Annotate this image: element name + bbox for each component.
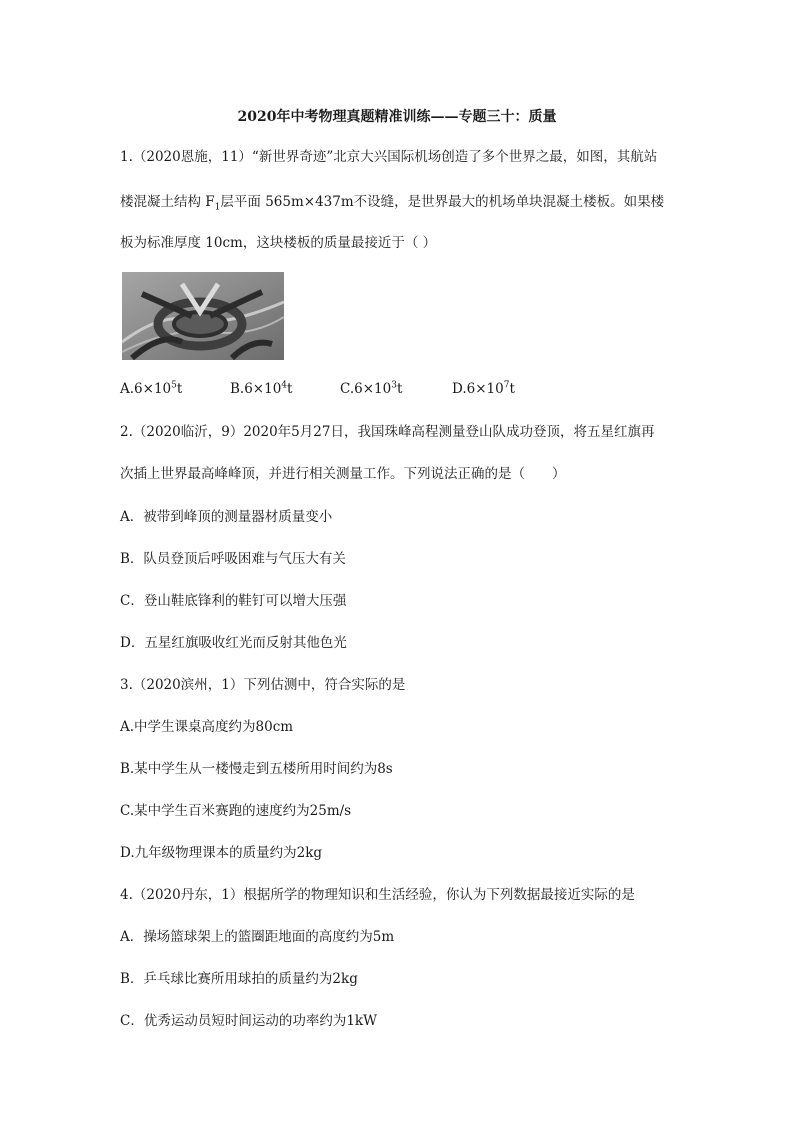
q3-option-c[interactable]: C.某中学生百米赛跑的速度约为25m/s bbox=[120, 803, 352, 819]
q1-option-a[interactable]: $A.6\times 10^5t$ bbox=[120, 380, 183, 397]
q4-option-c[interactable]: C．优秀运动员短时间运动的功率约为1kW bbox=[120, 1013, 377, 1029]
q1-option-c[interactable]: $C.6\times 10^3t$ bbox=[340, 380, 403, 397]
q3-option-d[interactable]: D.九年级物理课本的质量约为2kg bbox=[120, 845, 323, 861]
q1-option-b[interactable]: $B.6\times 10^4t$ bbox=[230, 380, 293, 397]
q1-line-1: 1.（2020恩施，11）“新世界奇迹”北京大兴国际机场创造了多个世界之最，如图，其航站 bbox=[120, 149, 658, 165]
q1-option-d[interactable]: $D.6\times 10^7t$ bbox=[452, 380, 515, 397]
q4-option-b[interactable]: B．乒乓球比赛所用球拍的质量约为2kg bbox=[120, 971, 358, 987]
airport-photo bbox=[122, 272, 284, 360]
q2-option-d[interactable]: D．五星红旗吸收红光而反射其他色光 bbox=[120, 635, 347, 651]
q3-option-a[interactable]: A.中学生课桌高度约为80cm bbox=[120, 719, 294, 735]
q2-option-c[interactable]: C．登山鞋底锋利的鞋钉可以增大压强 bbox=[120, 593, 347, 609]
q4-line-1: 4.（2020丹东，1）根据所学的物理知识和生活经验，你认为下列数据最接近实际的是 bbox=[120, 887, 635, 903]
q1-line-2: 楼混凝土结构 $F_1$层平面 565m×437m不设缝，是世界最大的机场单块混凝土楼板。如果楼 bbox=[120, 194, 665, 213]
q4-option-a[interactable]: A．操场篮球架上的篮圈距地面的高度约为5m bbox=[120, 929, 395, 945]
q3-line-1: 3.（2020滨州，1）下列估测中，符合实际的是 bbox=[120, 677, 406, 693]
q2-option-b[interactable]: B．队员登顶后呼吸困难与气压大有关 bbox=[120, 551, 346, 567]
q3-option-b[interactable]: B.某中学生从一楼慢走到五楼所用时间约为8s bbox=[120, 761, 393, 777]
page-title: 2020年中考物理真题精准训练——专题三十：质量 bbox=[237, 109, 557, 125]
q1-line-3: 板为标准厚度 10cm，这块楼板的质量最接近于（ ） bbox=[120, 235, 437, 251]
q2-line-2: 次插上世界最高峰峰顶，并进行相关测量工作。下列说法正确的是（ ） bbox=[120, 466, 566, 482]
q2-option-a[interactable]: A．被带到峰顶的测量器材质量变小 bbox=[120, 509, 333, 525]
q2-line-1: 2.（2020临沂，9）2020年5月27日，我国珠峰高程测量登山队成功登顶，将五星红旗再 bbox=[120, 424, 655, 440]
